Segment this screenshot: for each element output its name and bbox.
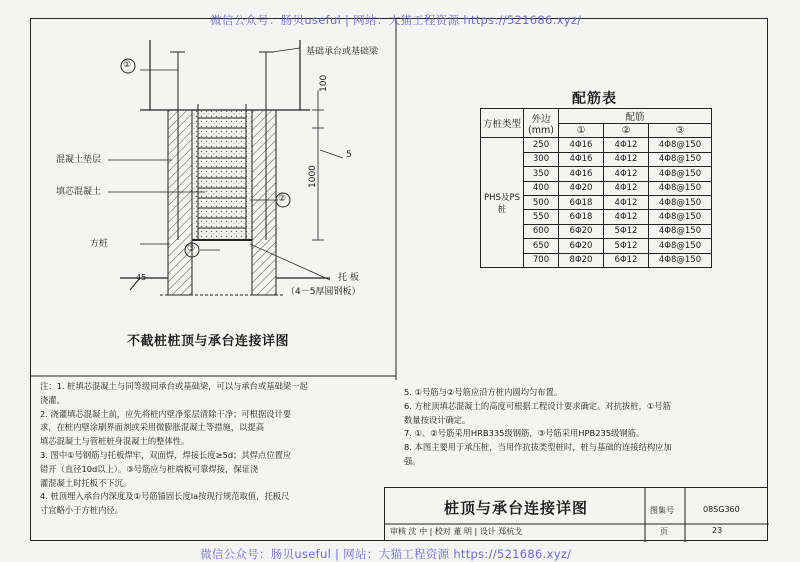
cell-r2: 5Φ12 (604, 224, 649, 238)
cell-r1: 4Φ16 (559, 167, 604, 181)
cell-r1: 4Φ16 (559, 138, 604, 152)
cell-r3: 4Φ8@150 (649, 167, 712, 181)
header-reinf: 配筋 (559, 109, 712, 124)
cell-side: 500 (524, 195, 559, 209)
note-line: 灌混凝土时托板不下沉。 (40, 477, 132, 488)
cell-side: 700 (524, 253, 559, 267)
label-plate: 托 板 (338, 273, 359, 283)
cell-r2: 4Φ12 (604, 167, 649, 181)
cell-r3: 4Φ8@150 (649, 138, 712, 152)
cell-r3: 4Φ8@150 (649, 152, 712, 166)
marker-circle1: ① (123, 60, 132, 70)
page-label: 页 (660, 527, 668, 536)
table-title: 配筋表 (572, 91, 617, 107)
header-c3: ③ (649, 124, 712, 138)
reinforcement-table (480, 108, 712, 268)
label-square-pile: 方桩 (90, 239, 109, 249)
cell-side: 400 (524, 181, 559, 195)
cell-r1: 6Φ18 (559, 210, 604, 224)
cell-r1: 4Φ20 (559, 181, 604, 195)
notes-left (40, 380, 390, 518)
note-line: 7. ①、②号筋采用HRB335级钢筋，③号筋采用HPB235级钢筋。 (404, 428, 645, 439)
header-c2: ② (604, 124, 649, 138)
label-fill-concrete: 填芯混凝土 (56, 187, 102, 197)
table-row (481, 138, 712, 152)
cell-r3: 4Φ8@150 (649, 224, 712, 238)
cell-side: 650 (524, 239, 559, 253)
label-cushion: 混凝土垫层 (56, 155, 102, 165)
marker-circle3: ③ (187, 244, 196, 254)
cell-side: 300 (524, 152, 559, 166)
note-line: 5. ①号筋与②号筋应沿方桩内圆均匀布置。 (404, 387, 563, 397)
dim-5: 5 (346, 150, 352, 160)
dim-100: 100 (319, 74, 329, 92)
notes-right (404, 386, 764, 469)
cell-side: 550 (524, 210, 559, 224)
title-block-title: 桩顶与承台连接详图 (444, 499, 589, 517)
marker-circle2: ② (278, 194, 287, 204)
cell-side: 250 (524, 138, 559, 152)
cell-r2: 6Φ12 (604, 253, 649, 267)
note-line: 浇灌。 (40, 394, 65, 405)
cell-r2: 4Φ12 (604, 181, 649, 195)
watermark-top: 微信公众号：肠贝useful | 网站：大猫工程资源 https://521686.xyz/ (210, 13, 582, 27)
watermark-bottom: 微信公众号：肠贝useful | 网站：大猫工程资源 https://521686.xyz/ (200, 547, 572, 561)
cell-r2: 4Φ12 (604, 152, 649, 166)
cell-r2: 4Φ12 (604, 195, 649, 209)
note-line: 2. 浇灌填芯混凝土前，应先将桩内壁净浆层清除干净；可根据设计要 (40, 408, 292, 419)
note-line: 寸宜略小于方桩内径。 (40, 505, 123, 516)
cell-r1: 6Φ20 (559, 224, 604, 238)
cell-r1: 6Φ18 (559, 195, 604, 209)
cell-r2: 4Φ12 (604, 210, 649, 224)
header-type: 方桩类型 (481, 109, 524, 138)
note-line: 4. 桩顶埋入承台内深度及①号筋锚固长度la按现行规范取值，托板尺 (40, 491, 290, 502)
header-c1: ① (559, 124, 604, 138)
cell-r3: 4Φ8@150 (649, 210, 712, 224)
label-cap-beam: 基础承台或基础梁 (306, 47, 379, 57)
atlas-number: 08SG360 (703, 505, 740, 514)
atlas-label: 图集号 (650, 506, 674, 515)
note-line: 求，在桩内壁涂刷界面剂或采用微膨胀混凝土等措施，以提高 (40, 422, 265, 433)
note-line: 注：1. 桩填芯混凝土与同等级同承台或基础梁，可以与承台或基础梁一起 (40, 381, 308, 391)
sign-row: 审核 沈 中 | 校对 董 明 | 设计 郑杭戈 (390, 527, 523, 536)
cell-r2: 4Φ12 (604, 138, 649, 152)
cell-type: PHS及PS桩 (481, 138, 524, 268)
dim-1000: 1000 (308, 165, 318, 188)
cell-r1: 4Φ16 (559, 152, 604, 166)
note-line: 强。 (404, 455, 421, 466)
page-number: 23 (712, 526, 723, 535)
cell-r3: 4Φ8@150 (649, 195, 712, 209)
label-plate-note: （4－5厚圆钢板） (286, 287, 361, 297)
note-line: 6. 方桩顶填芯混凝土的高度可根据工程设计要求确定。对抗拔桩，①号筋 (404, 400, 671, 411)
cell-r3: 4Φ8@150 (649, 253, 712, 267)
note-line: 3. 图中①号钢筋与托板焊牢，双面焊，焊接长度≥5d；其焊点位置应 (40, 449, 292, 460)
cell-r3: 4Φ8@150 (649, 181, 712, 195)
cell-r1: 6Φ20 (559, 239, 604, 253)
note-line: 错开（直径10d以上）。③号筋应与桩端板可靠焊接，保证浇 (40, 463, 259, 474)
cell-r1: 8Φ20 (559, 253, 604, 267)
note-line: 填芯混凝土与管桩桩身混凝土的整体性。 (40, 436, 190, 447)
cell-r2: 5Φ12 (604, 239, 649, 253)
cell-side: 350 (524, 167, 559, 181)
note-line: 数量按设计确定。 (404, 414, 471, 425)
cell-r3: 4Φ8@150 (649, 239, 712, 253)
cell-side: 600 (524, 224, 559, 238)
note-line: 8. 本图主要用于承压桩，当用作抗拔类型桩时，桩与基础的连接结构应加 (404, 442, 672, 453)
label-angle45: 45 (136, 273, 147, 282)
drawing-title: 不截桩桩顶与承台连接详图 (127, 334, 290, 349)
header-side: 外边(mm) (524, 109, 559, 138)
